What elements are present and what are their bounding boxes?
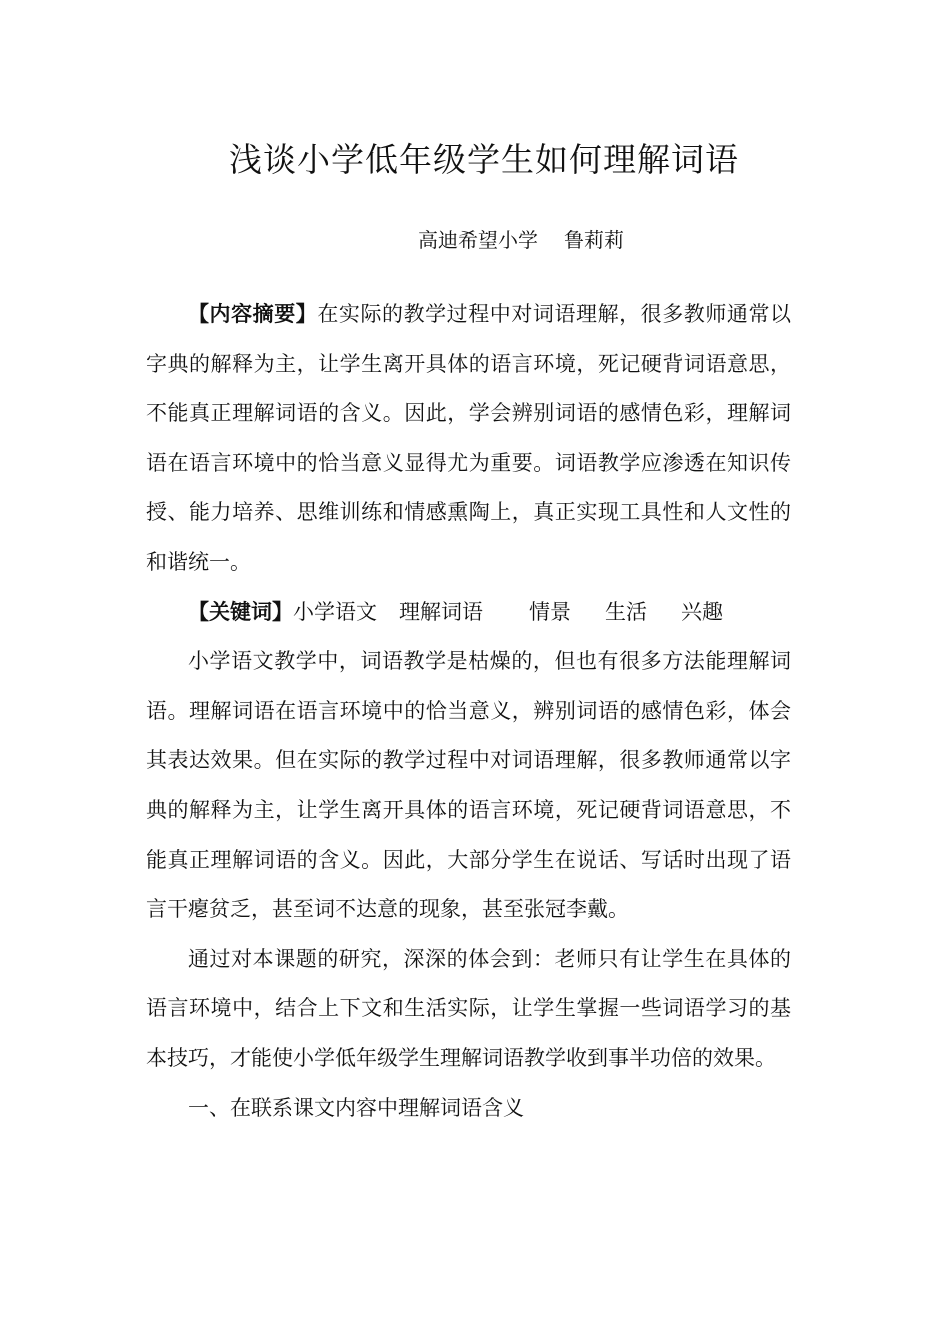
body-paragraph: 小学语文教学中，词语教学是枯燥的，但也有很多方法能理解词语。理解词语在语言环境中的恰当意义，辨别词语的感情色彩，体会其表达效果。但在实际的教学过程中对词语理解，很多教师通常以字典的解释为主，让学生离开具体的语言环境，死记硬背词语意思，不能真正理解词语的含义。因此，大部分学生在说话、写话时出现了语言干瘪贫乏，甚至词不达意的现象，甚至张冠李戴。 [146,649,791,922]
author-line [418,224,624,256]
abstract-text: 在实际的教学过程中对词语理解，很多教师通常以字典的解释为主，让学生离开具体的语言环境，死记硬背词语意思，不能真正理解词语的含义。因此，学会辨别词语的感情色彩，理解词语在语言环境中的恰当意义显得尤为重要。词语教学应渗透在知识传授、能力培养、思维训练和情感熏陶上，真正实现工具性和人文性的和谐统一。 [146,302,792,574]
author-school: 高迪希望小学 [418,228,538,252]
keyword: 兴趣 [681,599,723,624]
document-body [146,290,791,1133]
keywords-label: 【关键词】 [188,599,293,624]
keyword: 生活 [605,599,647,624]
author-name: 鲁莉莉 [564,228,624,252]
page-title: 浅谈小学低年级学生如何理解词语 [229,140,739,179]
body-paragraph: 通过对本课题的研究，深深的体会到：老师只有让学生在具体的语言环境中，结合上下文和生活实际，让学生掌握一些词语学习的基本技巧，才能使小学低年级学生理解词语教学收到事半功倍的效果。 [146,946,791,1070]
abstract-label: 【内容摘要】 [188,302,318,326]
keyword: 小学语文 [293,599,377,624]
keywords-paragraph [146,588,791,638]
abstract-paragraph [146,290,791,588]
keyword: 情景 [529,599,571,624]
keyword: 理解词语 [399,599,483,624]
section-heading: 一、在联系课文内容中理解词语含义 [188,1095,524,1120]
